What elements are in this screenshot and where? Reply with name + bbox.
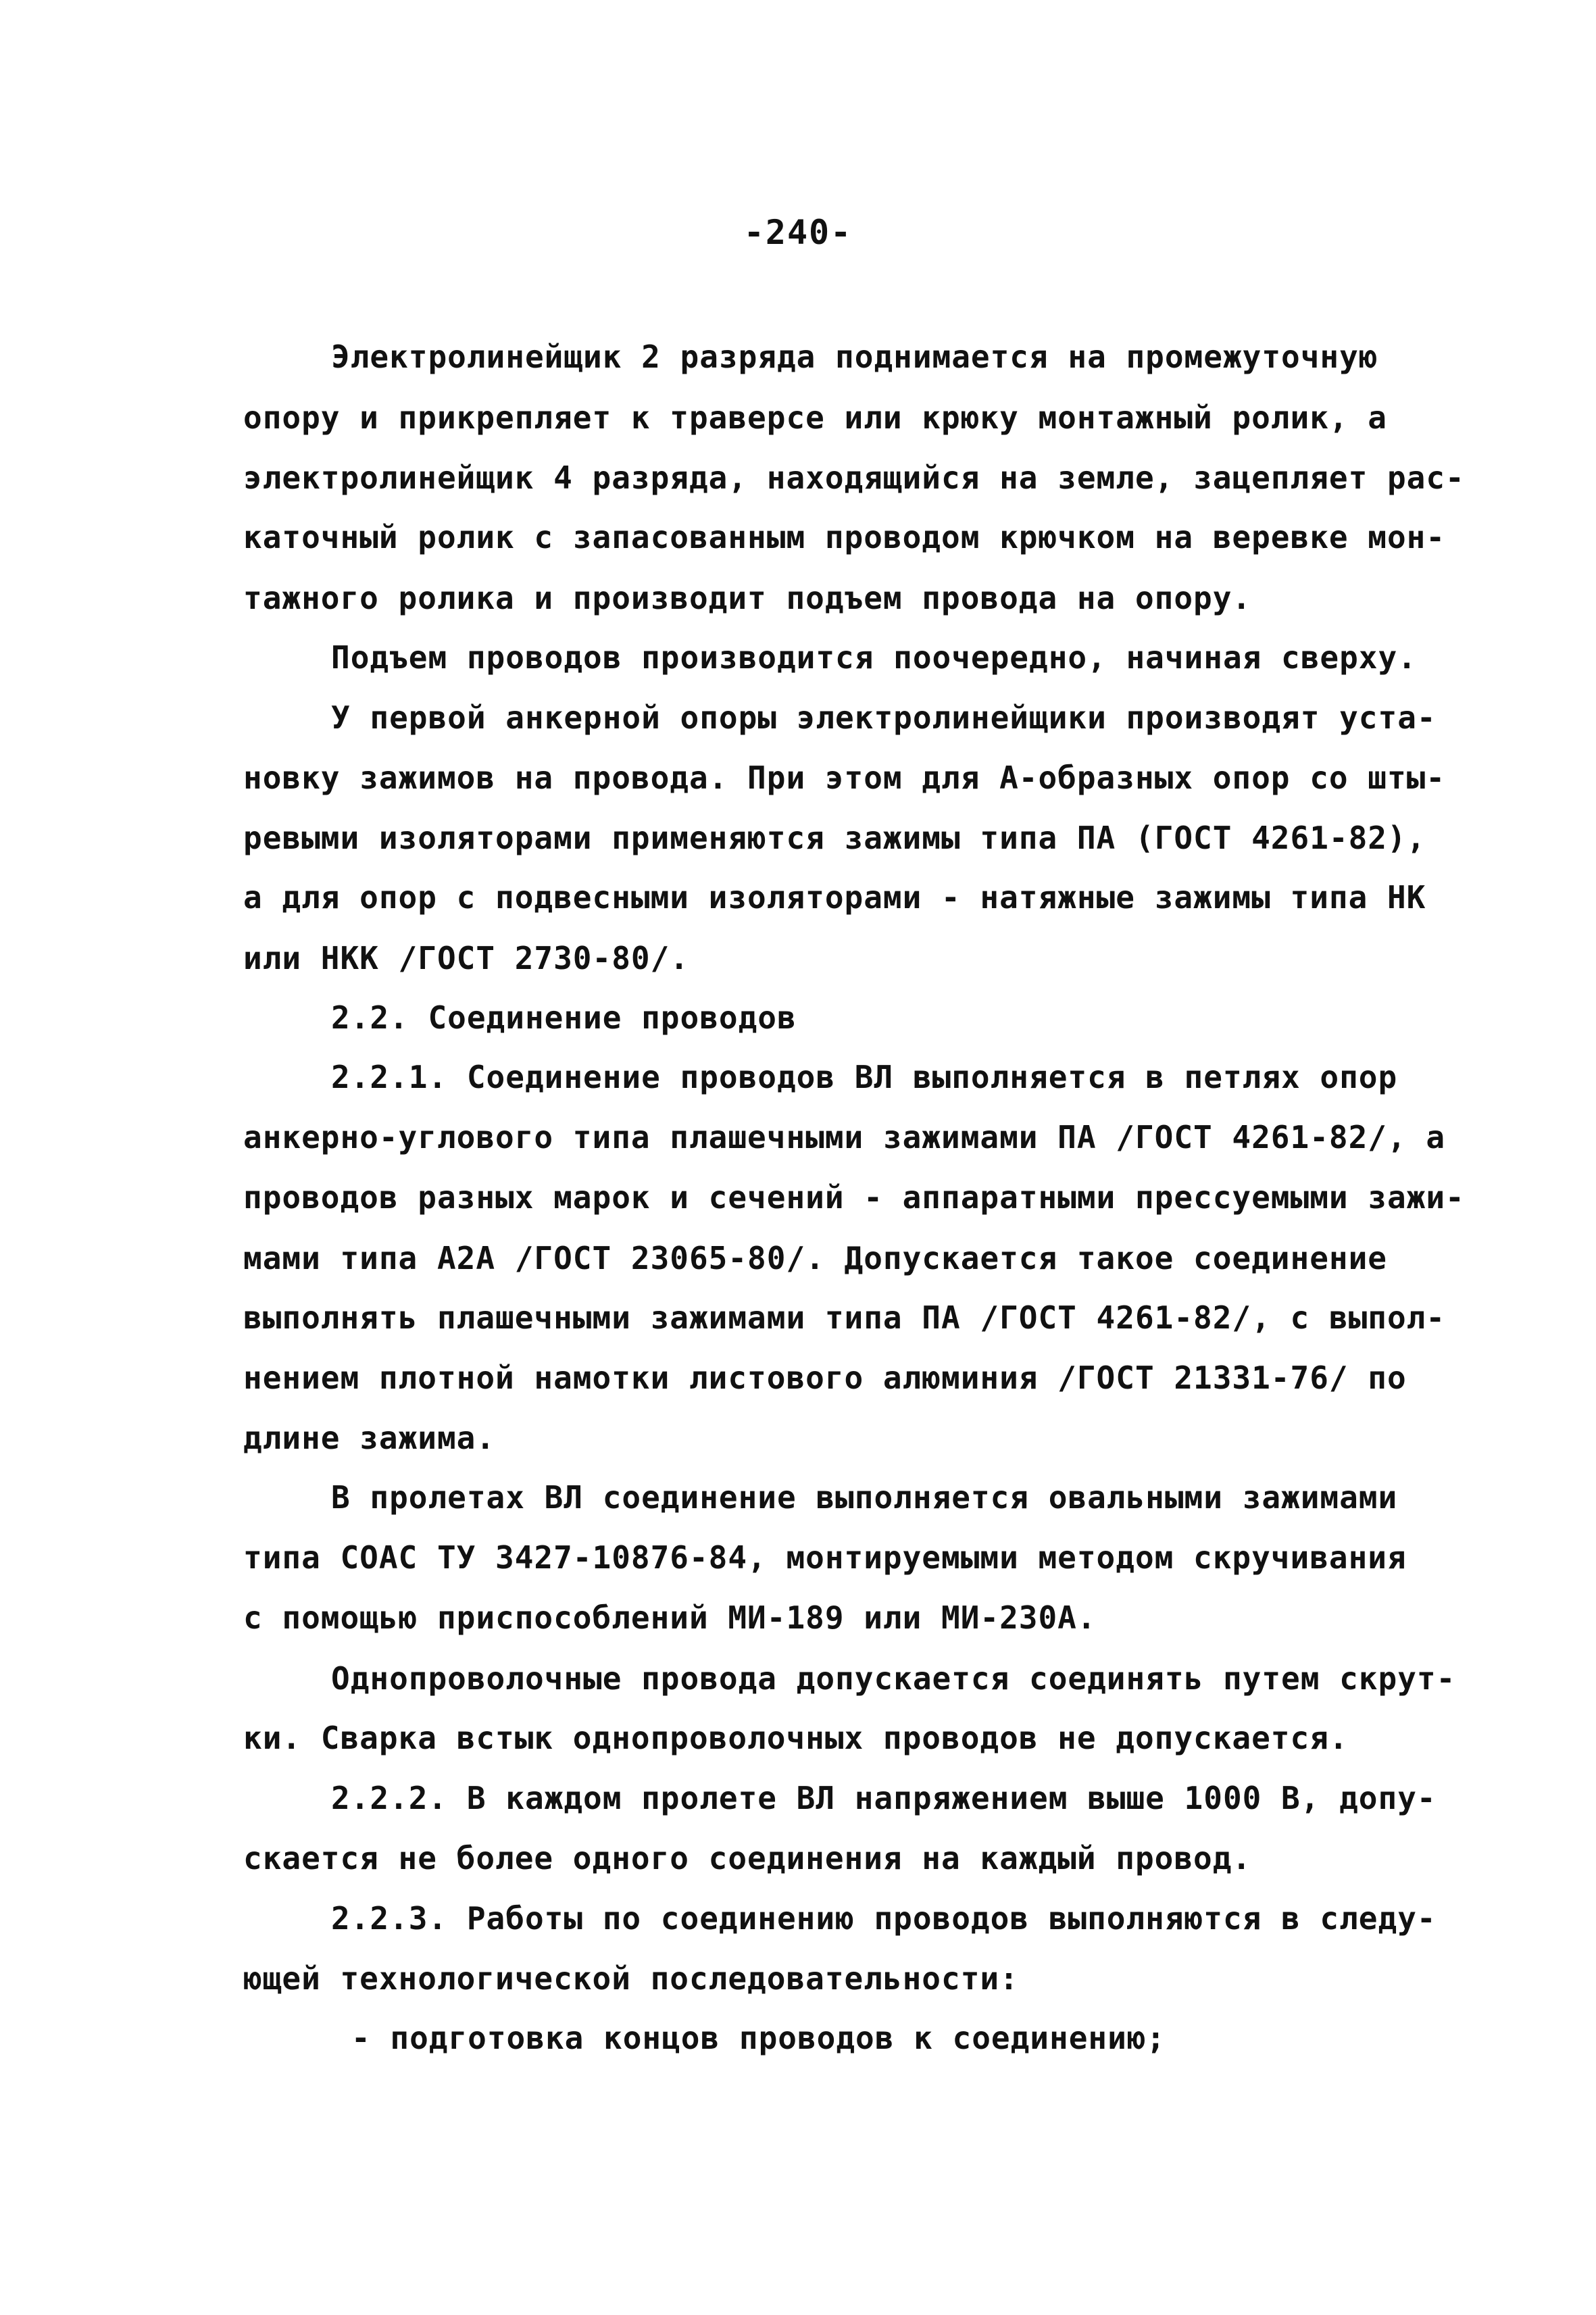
text-line: каточный ролик с запасованным проводом крючком на веревке мон-	[243, 519, 1446, 555]
list-item: - подготовка концов проводов к соединению;	[351, 2020, 1166, 2056]
text-line: В пролетах ВЛ соединение выполняется овальными зажимами	[331, 1479, 1398, 1516]
text-line: ки. Сварка встык однопроволочных проводов не допускается.	[243, 1720, 1349, 1756]
text-line: опору и прикрепляет к траверсе или крюку монтажный ролик, а	[243, 399, 1387, 436]
text-line: проводов разных марок и сечений - аппаратными прессуемыми зажи-	[243, 1179, 1465, 1216]
text-line: мами типа А2А /ГОСТ 23065-80/. Допускается такое соединение	[243, 1240, 1387, 1276]
text-line: а для опор с подвесными изоляторами - натяжные зажимы типа НК	[243, 879, 1426, 916]
text-line: Подъем проводов производится поочередно, начиная сверху.	[331, 639, 1417, 676]
text-line: анкерно-углового типа плашечными зажимами ПА /ГОСТ 4261-82/, а	[243, 1119, 1446, 1155]
section-heading: 2.2. Соединение проводов	[331, 999, 797, 1036]
text-line: Электролинейщик 2 разряда поднимается на промежуточную	[331, 339, 1378, 375]
text-line: с помощью приспособлений МИ-189 или МИ-230А.	[243, 1599, 1097, 1636]
text-line: ревыми изоляторами применяются зажимы типа ПА (ГОСТ 4261-82),	[243, 820, 1426, 856]
text-line: 2.2.2. В каждом пролете ВЛ напряжением выше 1000 В, допу-	[331, 1780, 1437, 1816]
text-line: тажного ролика и производит подъем провода на опору.	[243, 580, 1252, 616]
text-line: 2.2.3. Работы по соединению проводов выполняются в следу-	[331, 1900, 1437, 1937]
text-line: типа СОАС ТУ 3427-10876-84, монтируемыми методом скручивания	[243, 1539, 1407, 1576]
text-line: 2.2.1. Соединение проводов ВЛ выполняется в петлях опор	[331, 1059, 1398, 1095]
text-line: Однопроволочные провода допускается соединять путем скрут-	[331, 1660, 1456, 1697]
text-line: электролинейщик 4 разряда, находящийся на земле, зацепляет рас-	[243, 459, 1465, 496]
text-line: новку зажимов на провода. При этом для А-образных опор со шты-	[243, 760, 1446, 796]
text-line: выполнять плашечными зажимами типа ПА /ГОСТ 4261-82/, с выпол-	[243, 1299, 1446, 1336]
text-line: скается не более одного соединения на каждый провод.	[243, 1840, 1252, 1876]
text-line: нением плотной намотки листового алюминия /ГОСТ 21331-76/ по	[243, 1360, 1407, 1396]
text-line: ющей технологической последовательности:	[243, 1960, 1019, 1997]
text-line: У первой анкерной опоры электролинейщики производят уста-	[331, 699, 1437, 736]
page-number: -240-	[743, 213, 853, 252]
text-line: или НКК /ГОСТ 2730-80/.	[243, 940, 689, 976]
text-line: длине зажима.	[243, 1420, 496, 1456]
